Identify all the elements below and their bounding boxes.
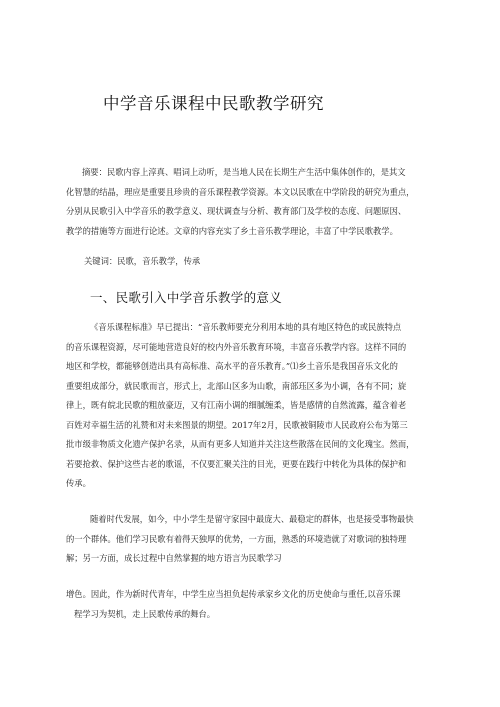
- paragraph-line: 律上，既有皖北民歌的粗放豪迈，又有江南小调的细腻缠柔，皆是感情的自然流露，蕴含着老: [66, 400, 407, 410]
- section-paragraph-3: [66, 585, 401, 624]
- keywords-line: 关键词：民歌，音乐教学，传承: [84, 256, 201, 266]
- section-heading: 一、民歌引入中学音乐教学的意义: [90, 290, 283, 305]
- paragraph-line: 地区和学校，都能够创造出具有高标准、高水平的音乐教育。”⑴乡土音乐是我国音乐文化的: [66, 361, 398, 371]
- paragraph-line: 程学习为契机，走上民歌传承的舞台。: [74, 608, 216, 619]
- paragraph-line: 的音乐课程资源，尽可能地营造良好的校内外音乐教育环境，丰富音乐教学内容。这样不同的: [66, 341, 407, 352]
- abstract-line: 教学的措施等方面进行论述。文章的内容充实了乡土音乐教学理论，丰富了中学民歌教学。: [66, 225, 398, 236]
- section-paragraph-2: [66, 510, 414, 569]
- paragraph-line: 传承。: [66, 478, 91, 488]
- section-paragraph-1: [66, 318, 414, 494]
- paragraph-line: 重要组成部分，就民歌而言，形式上，北部山区多为山歌，南部珏区多为小调，各有不同；旋: [66, 380, 407, 391]
- abstract-paragraph: [66, 163, 414, 241]
- abstract-line: 分别从民歌引入中学音乐的教学意义、现状调查与分析、教育部门及学校的态度、问题原因、: [66, 206, 407, 216]
- abstract-line: 摘要：民歌内容上淳真、唱词上动听，是当地人民在长期生产生活中集体创作的，是其文: [82, 167, 406, 177]
- document-title: 中学音乐课程中民歌教学研究: [103, 94, 324, 113]
- paragraph-line: 批市级非物质文化遗产保护名录，从而有更多人知道并关注这些散落在民间的文化瑰宝。然而，: [66, 439, 415, 449]
- paragraph-line: 的一个群体。他们学习民歌有着得天独厚的优势，一方面，熟悉的环境造就了对歌词的独特理: [66, 533, 407, 544]
- keywords: [84, 252, 200, 272]
- paragraph-line: 若要抢救、保护这些古老的歌谣，不仅要汇聚关注的目光，更要在践行中转化为具体的保护和: [66, 458, 407, 469]
- abstract-line: 化智慧的结晶，理应是重要且珍贵的音乐课程教学资源。本文以民歌在中学阶段的研究为重点，: [66, 186, 415, 197]
- paragraph-line: 《音乐课程标准》早已提出：“音乐教师要充分利用本地的具有地区特色的或民族特点: [90, 322, 402, 332]
- paragraph-line: 增色。因此，作为新时代青年，中学生应当担负起传承家乡文化的历史使命与重任,以音乐课: [66, 589, 401, 599]
- paragraph-line: 解；另一方面，成长过程中自然掌握的地方语言为民歌学习: [66, 553, 282, 563]
- paragraph-line: 百姓对幸福生活的礼赞和对未来图景的期望。2017年2月，民歌被铜陵市人民政府公布为第三: [66, 419, 408, 430]
- paragraph-line: 随着时代发展，如今，中小学生是留守家园中最庞大、最稳定的群体，也是接受事物最快: [90, 514, 414, 524]
